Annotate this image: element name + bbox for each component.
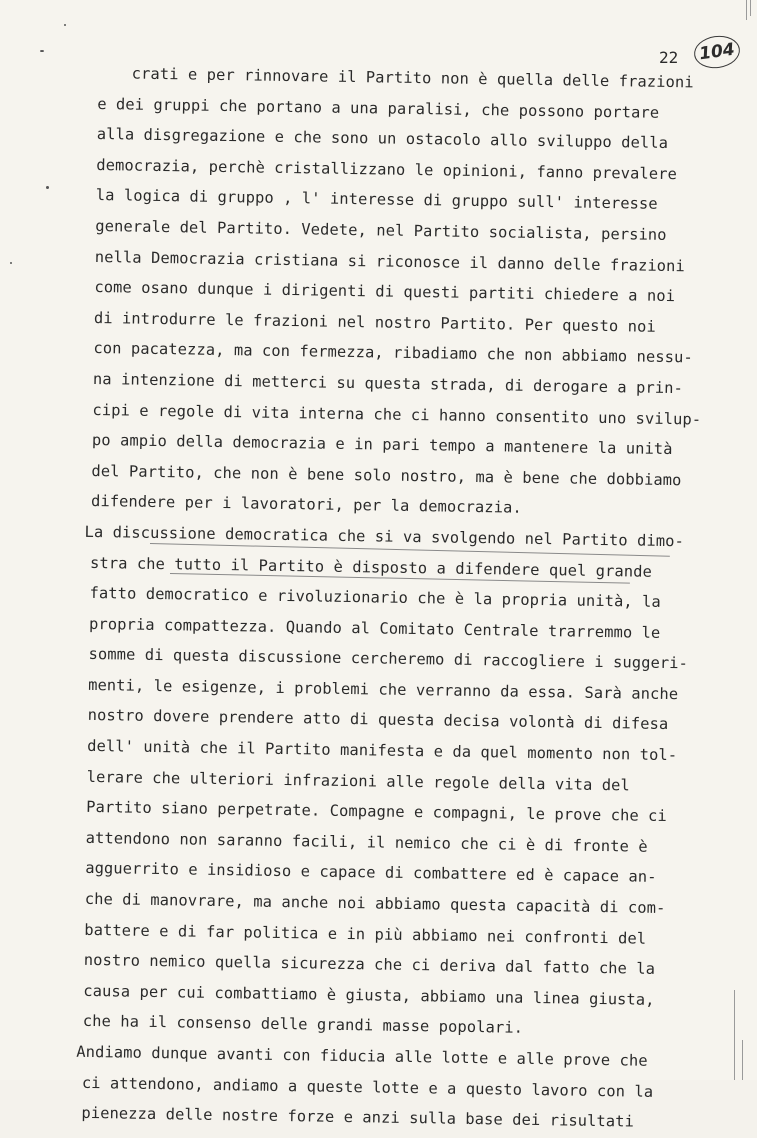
text-line: del Partito, che non è bene solo nostro, ma è bene che dobbiamo	[91, 461, 682, 489]
page-edge-mark	[750, 0, 751, 16]
text-line: che ha il consenso delle grandi masse popolari.	[82, 1012, 524, 1038]
text-line: generale del Partito. Vedete, nel Partito socialista, persino	[95, 216, 667, 244]
text-line: crati e per rinnovare il Partito non è quella delle frazioni	[131, 64, 694, 92]
text-line: nella Democrazia cristiana si riconosce il danno delle frazioni	[94, 247, 686, 275]
text-line: na intenzione di metterci su questa strada, di derogare a prin-	[92, 369, 684, 398]
text-line: cipi e regole di vita interna che ci hanno consentito uno svilup-	[92, 400, 702, 429]
text-line: po ampio della democrazia e in pari tempo a mantenere la unità	[91, 431, 673, 459]
scan-speck	[40, 50, 44, 52]
text-line: menti, le esigenze, i problemi che verranno da essa. Sarà anche	[88, 675, 679, 704]
text-line: La discussione democratica che si va svolgendo nel Partito dimo-	[84, 522, 685, 551]
page-number: 22	[659, 48, 679, 67]
letter-body	[76, 58, 723, 1138]
text-line: Andiamo dunque avanti con fiducia alle lotte e alle prove che	[76, 1042, 648, 1070]
text-line: lerare che ulteriori infrazioni alle regole della vita del	[86, 767, 631, 795]
text-line: che di manovrare, ma anche noi abbiamo questa capacità di com-	[84, 889, 666, 918]
text-line: la logica di gruppo , l' interesse di gruppo sull' interesse	[95, 186, 658, 214]
page-edge-mark	[742, 1040, 743, 1080]
scan-speck	[46, 186, 49, 189]
text-line: di introdurre le frazioni nel nostro Partito. Per questo noi	[93, 308, 656, 336]
text-line: nostro dovere prendere atto di questa decisa volontà di difesa	[87, 706, 669, 734]
scan-speck	[64, 24, 66, 26]
scan-speck	[10, 262, 12, 264]
text-line: difendere per i lavoratori, per la democrazia.	[90, 492, 522, 518]
text-line: stra che tutto il Partito è disposto a difendere quel grande	[89, 553, 653, 581]
text-line: Partito siano perpetrate. Compagne e compagni, le prove che ci	[86, 798, 668, 826]
text-line: ci attendono, andiamo a queste lotte e a questo lavoro con la	[81, 1073, 654, 1101]
text-line: nostro nemico quella sicurezza che ci deriva dal fatto che la	[83, 951, 656, 979]
text-line: agguerrito e insidioso e capace di combattere ed è capace an-	[85, 859, 657, 887]
text-line: pienezza delle nostre forze e anzi sulla base dei risultati	[81, 1104, 635, 1131]
text-line: come osano dunque i dirigenti di questi partiti chiedere a noi	[94, 278, 676, 306]
text-line: causa per cui combattiamo è giusta, abbiamo una linea giusta,	[83, 981, 655, 1009]
text-line: propria compattezza. Quando al Comitato Centrale trarremmo le	[88, 614, 661, 642]
text-line: attendono non saranno facili, il nemico che ci è di fronte è	[85, 828, 648, 856]
page-edge-mark	[734, 990, 735, 1080]
text-line: somme di questa discussione cercheremo di raccogliere i suggeri-	[88, 645, 689, 673]
text-line: con pacatezza, ma con fermezza, ribadiamo che non abbiamo nessu-	[93, 339, 693, 367]
text-line: fatto democratico e rivoluzionario che è la propria unità, la	[89, 584, 661, 612]
text-line: dell' unità che il Partito manifesta e da quel momento non tol-	[87, 736, 678, 765]
text-line: alla disgregazione e che sono un ostacolo allo sviluppo della	[96, 125, 669, 153]
page-edge-mark	[746, 0, 747, 20]
text-line: democrazia, perchè cristallizzano le opinioni, fanno prevalere	[96, 155, 678, 183]
text-line: battere e di far politica e in più abbiamo nei confronti del	[84, 920, 647, 948]
text-line: e dei gruppi che portano a una paralisi, che possono portare	[97, 94, 660, 122]
archive-number-stamp: 104	[692, 33, 742, 71]
